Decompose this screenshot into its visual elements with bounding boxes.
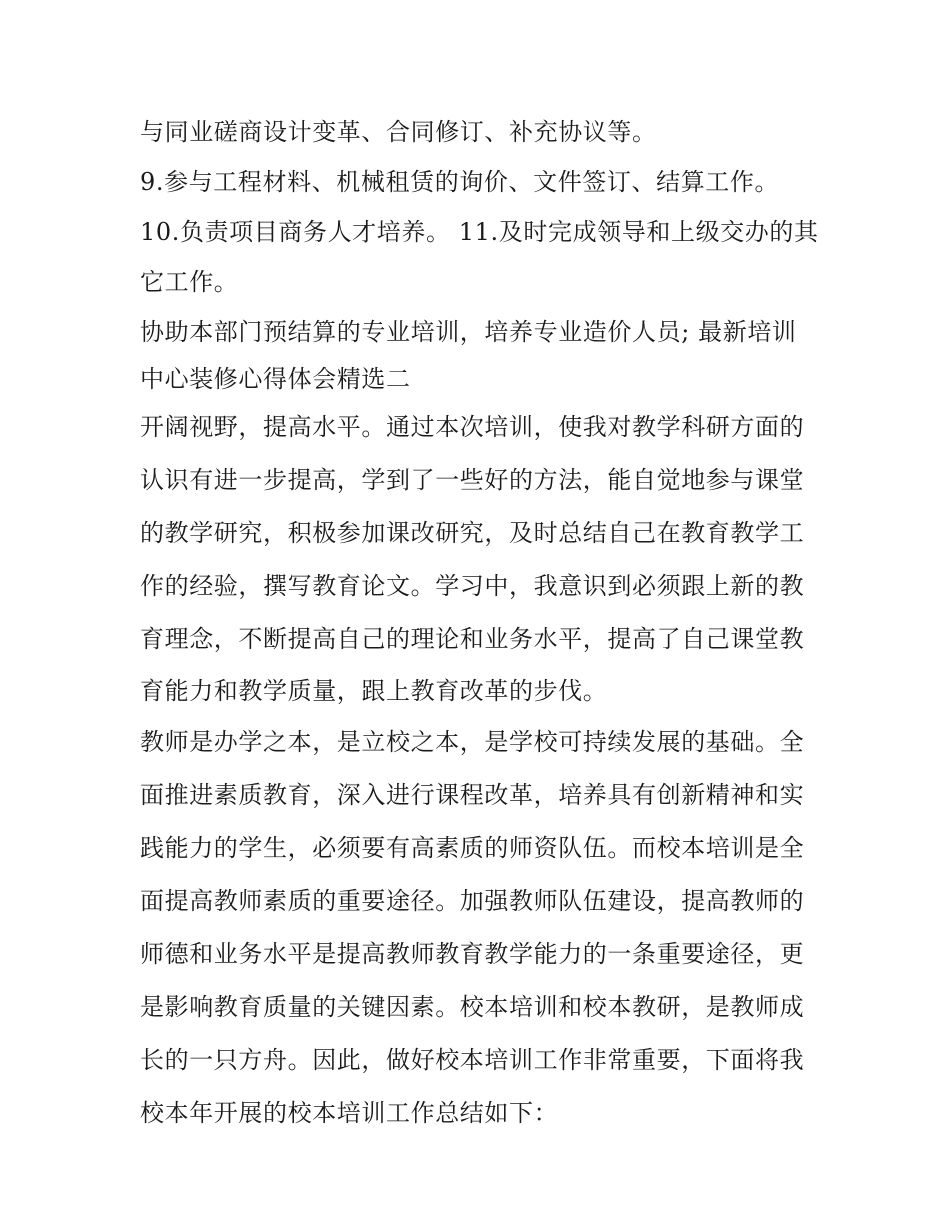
paragraph-line: 9.参与工程材料、机械租赁的询价、文件签订、结算工作。 (140, 168, 780, 196)
paragraph-line: 面推进素质教育，深入进行课程改革，培养具有创新精神和实 (140, 781, 805, 809)
paragraph-line: 育能力和教学质量，跟上教育改革的步伐。 (140, 677, 608, 705)
paragraph-5 (140, 401, 820, 716)
paragraph-4 (140, 307, 820, 401)
paragraph-line: 师德和业务水平是提高教师教育教学能力的一条重要途径，更 (140, 940, 805, 968)
document-body (140, 107, 820, 1140)
paragraph-line: 校本年开展的校本培训工作总结如下： (140, 1099, 559, 1127)
paragraph-6 (140, 716, 820, 1140)
paragraph-line: 教师是办学之本，是立校之本，是学校可持续发展的基础。全 (140, 728, 805, 756)
paragraph-3 (140, 207, 820, 307)
paragraph-line: 协助本部门预结算的专业培训，培养专业造价人员; 最新培训 (140, 318, 797, 346)
paragraph-line: 面提高教师素质的重要途径。加强教师队伍建设，提高教师的 (140, 887, 805, 915)
paragraph-line: 的教学研究，积极参加课改研究，及时总结自己在教育教学工 (140, 519, 805, 547)
paragraph-2 (140, 157, 820, 207)
paragraph-line: 作的经验，撰写教育论文。学习中，我意识到必须跟上新的教 (140, 572, 805, 600)
paragraph-line: 育理念，不断提高自己的理论和业务水平，提高了自己课堂教 (140, 625, 805, 653)
paragraph-line: 中心装修心得体会精选二 (140, 365, 411, 393)
paragraph-line: 长的一只方舟。因此，做好校本培训工作非常重要，下面将我 (140, 1046, 805, 1074)
paragraph-line: 认识有进一步提高，学到了一些好的方法，能自觉地参与课堂 (140, 466, 805, 494)
paragraph-line: 与同业磋商设计变革、合同修订、补充协议等。 (140, 118, 657, 146)
paragraph-line: 是影响教育质量的关键因素。校本培训和校本教研，是教师成 (140, 993, 805, 1021)
paragraph-line: 开阔视野，提高水平。通过本次培训，使我对教学科研方面的 (140, 413, 805, 441)
paragraph-1 (140, 107, 820, 157)
paragraph-line: 它工作。 (140, 268, 239, 296)
paragraph-line: 10.负责项目商务人才培养。 11.及时完成领导和上级交办的其 (140, 218, 819, 246)
paragraph-line: 践能力的学生，必须要有高素质的师资队伍。而校本培训是全 (140, 834, 805, 862)
